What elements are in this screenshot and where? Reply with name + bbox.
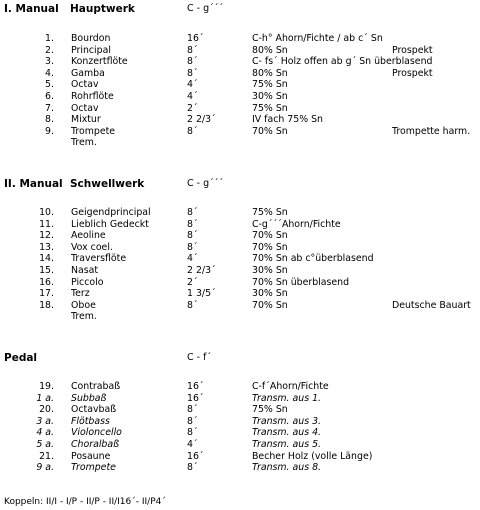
stop-name: Posaune (71, 450, 111, 462)
stop-pitch: 8´ (187, 427, 198, 439)
stop-row (0, 451, 480, 462)
stop-number: 16. (39, 276, 54, 288)
division-header (0, 178, 480, 192)
stop-row (0, 242, 480, 253)
stop-pitch: 2 2/3´ (187, 114, 216, 126)
stop-pitch: 4´ (187, 79, 198, 91)
stop-number: 2. (45, 44, 54, 56)
division-header (0, 352, 480, 366)
stop-row (0, 381, 480, 392)
stop-name: Terz (71, 288, 90, 300)
couplers-line: Koppeln: II/I - I/P - II/P - II/I16´- II/P4´ (4, 497, 166, 507)
stop-description: C-h° Ahorn/Fichte / ab c´ Sn (252, 33, 383, 44)
stop-description: 70% Sn (252, 230, 288, 242)
stop-name: Subbaß (71, 392, 107, 404)
stop-row (0, 277, 480, 288)
division-range: C - f´ (187, 352, 212, 363)
stop-number: 4 a. (36, 427, 54, 439)
division-header (0, 3, 480, 17)
stop-pitch: 2´ (187, 102, 198, 114)
stop-number: 3. (45, 56, 54, 68)
stop-number: 18. (39, 299, 54, 311)
stop-number: 1. (45, 33, 54, 44)
stop-name: Violoncello (71, 427, 122, 439)
stop-row (0, 416, 480, 427)
division-name: II. Manual (4, 178, 63, 190)
stop-number: 9 a. (36, 462, 54, 474)
stop-row (0, 114, 480, 125)
stop-name: Trem. (71, 137, 97, 149)
division-subtitle: Schwellwerk (70, 178, 145, 190)
stop-name: Konzertflöte (71, 56, 128, 68)
stop-number: 10. (39, 207, 54, 218)
stop-note: Prospekt (392, 67, 433, 79)
stop-row (0, 311, 480, 322)
stop-number: 17. (39, 288, 54, 300)
stop-number: 21. (39, 450, 54, 462)
stop-pitch: 8´ (187, 241, 198, 253)
stop-number: 19. (39, 381, 54, 392)
stop-number: 7. (45, 102, 54, 114)
stop-name: Octav (71, 102, 99, 114)
stop-row (0, 103, 480, 114)
stop-name: Lieblich Gedeckt (71, 218, 149, 230)
stop-description: 30% Sn (252, 288, 288, 300)
stop-pitch: 16´ (187, 381, 204, 392)
stop-description: 75% Sn (252, 79, 288, 91)
stop-pitch: 8´ (187, 230, 198, 242)
stop-name: Choralbaß (71, 439, 120, 450)
stop-number: 14. (39, 253, 54, 265)
stop-note: Prospekt (392, 44, 433, 56)
stop-name: Bourdon (71, 33, 111, 44)
stop-pitch: 8´ (187, 125, 198, 137)
stop-pitch: 2 2/3´ (187, 265, 216, 276)
stop-description: IV fach 75% Sn (252, 114, 323, 126)
stop-description: C-f´Ahorn/Fichte (252, 381, 329, 392)
stop-number: 20. (39, 404, 54, 416)
stop-pitch: 4´ (187, 439, 198, 450)
stop-pitch: 8´ (187, 299, 198, 311)
stop-row (0, 91, 480, 102)
stop-name: Trem. (71, 311, 97, 323)
stop-name: Octavbaß (71, 404, 117, 416)
division-range: C - g´´´ (187, 3, 224, 14)
stop-pitch: 8´ (187, 415, 198, 427)
stop-pitch: 16´ (187, 33, 204, 44)
stop-row (0, 439, 480, 450)
stop-row (0, 68, 480, 79)
stop-row (0, 207, 480, 218)
stop-name: Gamba (71, 67, 105, 79)
stop-name: Octav (71, 79, 99, 91)
stop-pitch: 8´ (187, 44, 198, 56)
stop-description: 70% Sn (252, 241, 288, 253)
stop-description: 75% Sn (252, 404, 288, 416)
stop-row (0, 462, 480, 473)
stop-pitch: 16´ (187, 450, 204, 462)
stop-description: C-g´´´Ahorn/Fichte (252, 218, 341, 230)
stop-row (0, 265, 480, 276)
stop-description: Transm. aus 1. (252, 392, 322, 404)
stop-pitch: 4´ (187, 91, 198, 102)
stop-description: Transm. aus 8. (252, 462, 322, 474)
stop-row (0, 45, 480, 56)
stop-number: 3 a. (36, 415, 54, 427)
stop-name: Oboe (71, 299, 96, 311)
stop-description: 80% Sn (252, 67, 288, 79)
stop-pitch: 4´ (187, 253, 198, 265)
stop-number: 11. (39, 218, 54, 230)
stop-name: Trompete (71, 462, 116, 474)
stop-number: 9. (45, 125, 54, 137)
stop-pitch: 8´ (187, 462, 198, 474)
stop-row (0, 288, 480, 299)
stop-pitch: 8´ (187, 56, 198, 68)
stop-name: Piccolo (71, 276, 104, 288)
stop-row (0, 427, 480, 438)
stop-note: Deutsche Bauart (392, 299, 471, 311)
stop-pitch: 8´ (187, 67, 198, 79)
stop-pitch: 2´ (187, 276, 198, 288)
division-subtitle: Hauptwerk (70, 3, 135, 15)
division-name: I. Manual (4, 3, 59, 15)
stop-description: 70% Sn ab c°überblasend (252, 253, 374, 265)
stop-name: Principal (71, 44, 111, 56)
stop-row (0, 393, 480, 404)
stop-name: Traversflöte (71, 253, 127, 265)
stop-name: Flötbass (71, 415, 110, 427)
stop-description: Transm. aus 5. (252, 439, 322, 450)
stop-description: 70% Sn überblasend (252, 276, 350, 288)
stop-description: Becher Holz (volle Länge) (252, 450, 373, 462)
stop-description: Transm. aus 4. (252, 427, 322, 439)
stop-note: Trompette harm. (392, 125, 471, 137)
stop-description: 30% Sn (252, 91, 288, 102)
stop-name: Geigendprincipal (71, 207, 151, 218)
stop-number: 12. (39, 230, 54, 242)
stop-description: 30% Sn (252, 265, 288, 276)
stop-description: C- fs´ Holz offen ab g´ Sn überblasend (252, 56, 433, 68)
stop-pitch: 8´ (187, 218, 198, 230)
stop-description: 80% Sn (252, 44, 288, 56)
stop-number: 5 a. (36, 439, 54, 450)
stop-number: 5. (45, 79, 54, 91)
stop-name: Trompete (71, 125, 116, 137)
stop-row (0, 126, 480, 137)
stop-row (0, 300, 480, 311)
stop-number: 15. (39, 265, 54, 276)
stop-name: Nasat (71, 265, 99, 276)
stop-name: Contrabaß (71, 381, 121, 392)
stop-pitch: 8´ (187, 207, 198, 218)
stop-name: Rohrflöte (71, 91, 114, 102)
stop-name: Aeoline (71, 230, 106, 242)
stop-name: Mixtur (71, 114, 101, 126)
stop-row (0, 404, 480, 415)
stop-number: 8. (45, 114, 54, 126)
stop-row (0, 79, 480, 90)
stop-row (0, 219, 480, 230)
stop-number: 13. (39, 241, 54, 253)
stop-row (0, 56, 480, 67)
stop-description: 70% Sn (252, 299, 288, 311)
stop-description: 70% Sn (252, 125, 288, 137)
stop-row (0, 253, 480, 264)
stop-description: 75% Sn (252, 207, 288, 218)
stop-description: 75% Sn (252, 102, 288, 114)
stop-description: Transm. aus 3. (252, 415, 322, 427)
stop-pitch: 8´ (187, 404, 198, 416)
stop-number: 6. (45, 91, 54, 102)
stop-number: 1 a. (36, 392, 54, 404)
stop-row (0, 137, 480, 148)
division-range: C - g´´´ (187, 178, 224, 189)
stop-pitch: 1 3/5´ (187, 288, 216, 300)
stop-number: 4. (45, 67, 54, 79)
stop-row (0, 230, 480, 241)
stop-row (0, 33, 480, 44)
stop-name: Vox coel. (71, 241, 113, 253)
stop-pitch: 16´ (187, 392, 204, 404)
division-name: Pedal (4, 352, 38, 364)
